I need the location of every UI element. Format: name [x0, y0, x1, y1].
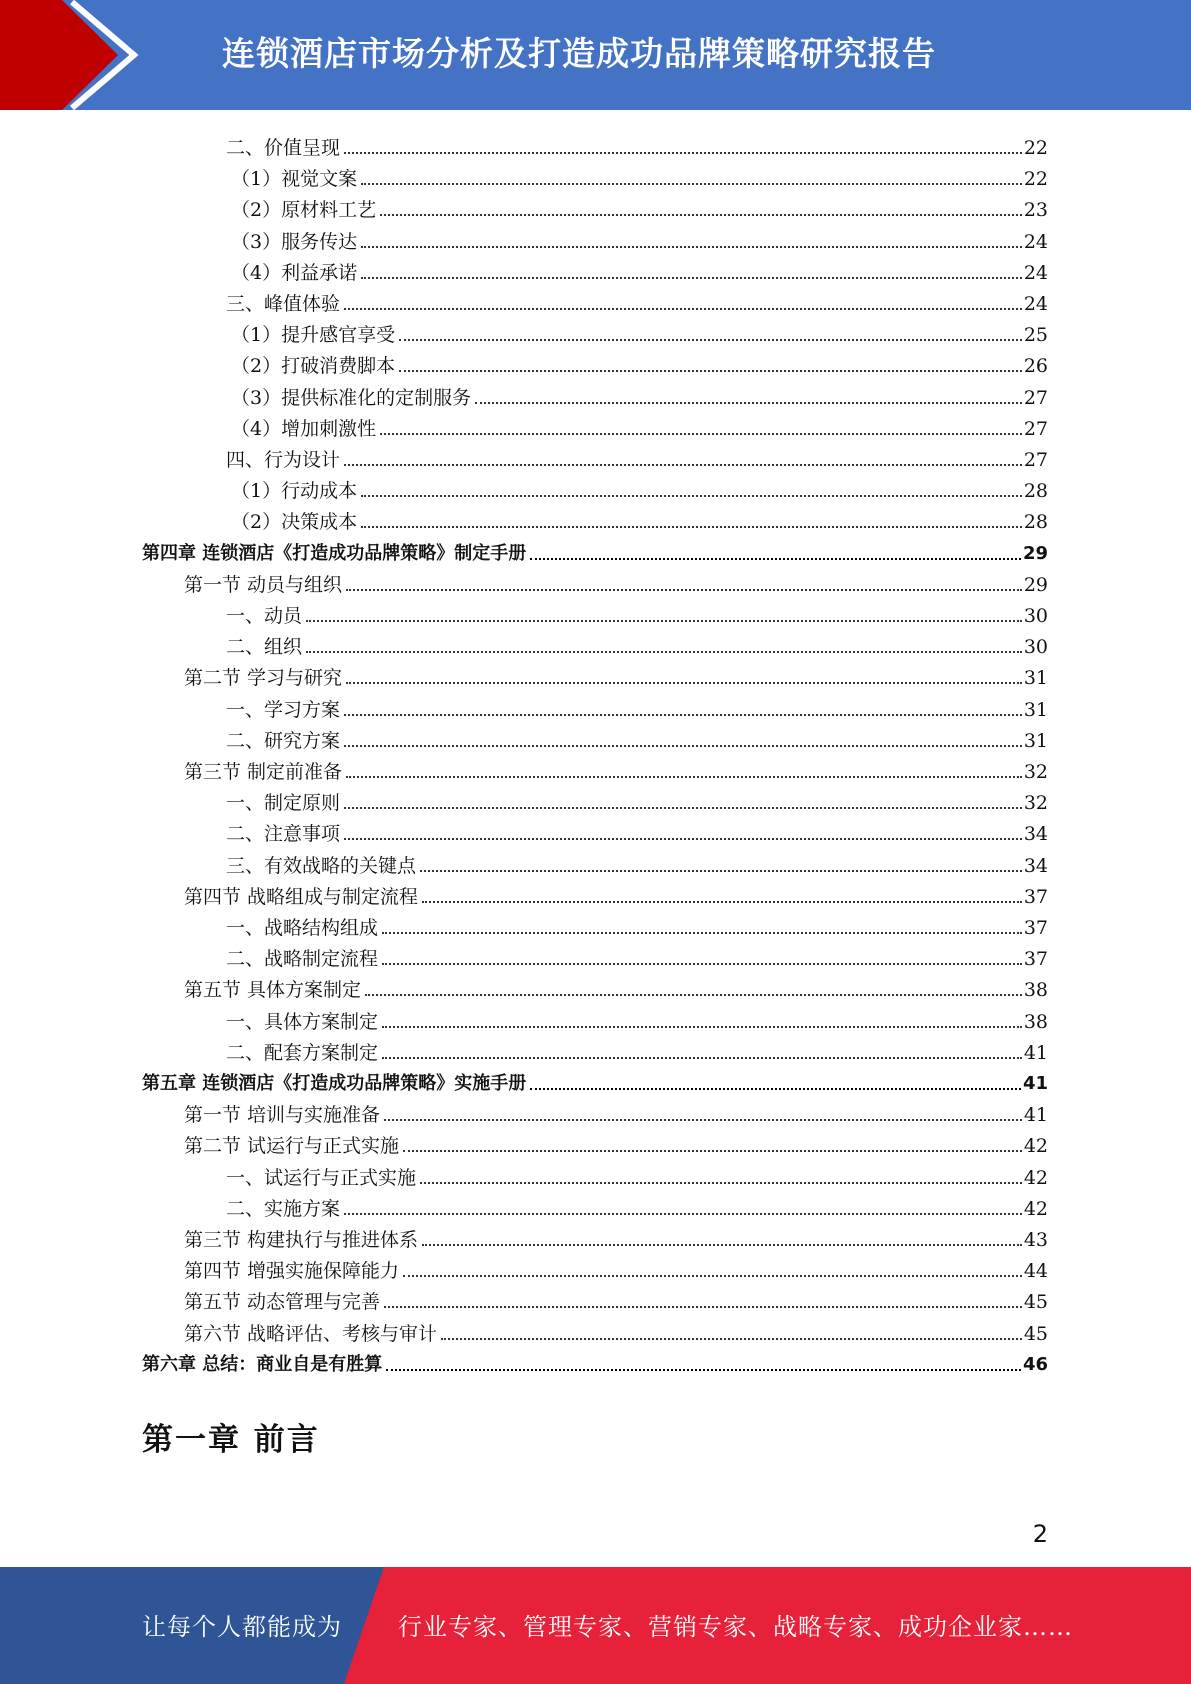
toc-leader-dots [306, 651, 1022, 653]
toc-entry-section[interactable] [184, 1283, 1048, 1314]
toc-leader-dots [382, 932, 1022, 934]
toc-entry-title: 第四节 增强实施保障能力 [184, 1260, 400, 1283]
toc-entry-title: 第四节 战略组成与制定流程 [184, 885, 419, 908]
toc-entry-sub[interactable] [226, 909, 1048, 940]
toc-entry-section[interactable] [184, 1315, 1048, 1346]
toc-entry-section[interactable] [184, 1221, 1048, 1252]
toc-entry-title: （1）行动成本 [231, 480, 358, 503]
toc-entry-title: 二、价值呈现 [226, 137, 341, 159]
toc-entry-chapter[interactable] [142, 535, 1048, 566]
toc-entry-sub[interactable] [226, 628, 1048, 659]
toc-leader-dots [386, 1369, 1021, 1371]
toc-leader-dots [344, 152, 1022, 154]
toc-entry-sub[interactable] [226, 129, 1048, 160]
toc-entry-page: 27 [1023, 449, 1048, 471]
toc-entry-page: 28 [1023, 480, 1048, 503]
toc-entry-page: 32 [1023, 792, 1048, 815]
toc-entry-section[interactable] [184, 971, 1048, 1002]
toc-leader-dots [344, 745, 1022, 747]
toc-entry-item[interactable] [231, 379, 1048, 410]
toc-entry-page: 24 [1023, 293, 1048, 315]
toc-entry-title: 二、配套方案制定 [226, 1041, 379, 1064]
toc-entry-title: 第二节 试运行与正式实施 [184, 1135, 400, 1158]
toc-entry-page: 43 [1023, 1229, 1048, 1251]
toc-entry-title: （1）提升感官享受 [231, 324, 396, 347]
toc-entry-page: 41 [1022, 1073, 1048, 1094]
toc-leader-dots [403, 1275, 1022, 1277]
toc-entry-title: 二、组织 [226, 636, 303, 659]
toc-entry-sub[interactable] [226, 1034, 1048, 1065]
toc-entry-title: 第四章 连锁酒店《打造成功品牌策略》制定手册 [142, 542, 527, 564]
toc-leader-dots [403, 1150, 1022, 1152]
toc-leader-dots [382, 963, 1022, 965]
toc-entry-section[interactable] [184, 1096, 1048, 1127]
footer-slogan: 让每个人都能成为 [142, 1613, 342, 1641]
toc-entry-sub[interactable] [226, 1003, 1048, 1034]
toc-entry-title: （1）视觉文案 [231, 168, 358, 191]
toc-entry-sub[interactable] [226, 722, 1048, 753]
toc-entry-item[interactable] [231, 223, 1048, 254]
toc-entry-page: 28 [1023, 511, 1048, 534]
toc-leader-dots [344, 464, 1022, 466]
toc-entry-title: 一、具体方案制定 [226, 1010, 379, 1033]
toc-entry-title: （3）服务传达 [231, 230, 358, 253]
toc-entry-page: 31 [1023, 667, 1048, 690]
header-banner [0, 0, 1191, 110]
report-title: 连锁酒店市场分析及打造成功品牌策略研究报告 [222, 34, 936, 73]
toc-entry-sub[interactable] [226, 784, 1048, 815]
toc-leader-dots [344, 1213, 1022, 1215]
toc-entry-title: 二、战略制定流程 [226, 948, 379, 971]
toc-entry-sub[interactable] [226, 1190, 1048, 1221]
toc-entry-page: 22 [1023, 137, 1048, 159]
toc-entry-title: 一、制定原则 [226, 792, 341, 815]
toc-entry-title: （2）原材料工艺 [231, 199, 377, 222]
toc-entry-title: 一、学习方案 [226, 698, 341, 721]
toc-leader-dots [530, 1088, 1021, 1090]
toc-leader-dots [346, 589, 1022, 591]
toc-entry-item[interactable] [231, 347, 1048, 378]
toc-entry-title: 第一节 动员与组织 [184, 573, 343, 596]
toc-entry-page: 34 [1023, 823, 1048, 846]
toc-entry-sub[interactable] [226, 441, 1048, 472]
toc-entry-page: 45 [1023, 1291, 1048, 1314]
toc-entry-page: 46 [1022, 1353, 1048, 1375]
toc-entry-title: 二、研究方案 [226, 729, 341, 752]
toc-leader-dots [361, 183, 1022, 185]
toc-entry-page: 22 [1023, 168, 1048, 191]
toc-entry-page: 42 [1023, 1166, 1048, 1189]
toc-entry-title: （2）打破消费脚本 [231, 355, 396, 378]
toc-entry-page: 31 [1023, 729, 1048, 752]
toc-leader-dots [420, 1182, 1022, 1184]
toc-entry-title: 第五节 具体方案制定 [184, 979, 362, 1002]
toc-entry-item[interactable] [231, 191, 1048, 222]
toc-leader-dots [422, 1244, 1022, 1246]
toc-entry-page: 24 [1023, 230, 1048, 253]
toc-leader-dots [399, 370, 1022, 372]
toc-entry-page: 42 [1023, 1135, 1048, 1158]
toc-entry-page: 24 [1023, 261, 1048, 284]
toc-entry-sub[interactable] [226, 691, 1048, 722]
toc-entry-title: 一、试运行与正式实施 [226, 1166, 417, 1189]
toc-entry-sub[interactable] [226, 940, 1048, 971]
toc-entry-sub[interactable] [226, 815, 1048, 846]
toc-entry-title: 第二节 学习与研究 [184, 667, 343, 690]
toc-entry-sub[interactable] [226, 285, 1048, 316]
toc-entry-sub[interactable] [226, 847, 1048, 878]
toc-entry-section[interactable] [184, 753, 1048, 784]
toc-entry-page: 41 [1023, 1104, 1048, 1127]
toc-entry-title: 二、注意事项 [226, 823, 341, 846]
toc-leader-dots [420, 870, 1022, 872]
toc-entry-chapter[interactable] [142, 1065, 1048, 1096]
toc-entry-page: 27 [1023, 386, 1048, 409]
toc-leader-dots [346, 776, 1022, 778]
toc-leader-dots [380, 433, 1022, 435]
toc-entry-title: 第三节 制定前准备 [184, 761, 343, 783]
toc-leader-dots [530, 558, 1021, 560]
toc-entry-page: 38 [1023, 979, 1048, 1002]
toc-entry-section[interactable] [184, 1252, 1048, 1283]
toc-leader-dots [361, 277, 1022, 279]
toc-leader-dots [365, 994, 1022, 996]
toc-leader-dots [399, 339, 1022, 341]
toc-entry-section[interactable] [184, 1127, 1048, 1158]
toc-entry-title: 第五节 动态管理与完善 [184, 1291, 381, 1314]
toc-leader-dots [346, 682, 1022, 684]
toc-leader-dots [361, 526, 1022, 528]
toc-entry-title: 第六章 总结：商业自是有胜算 [142, 1353, 383, 1375]
toc-entry-page: 23 [1023, 199, 1048, 222]
toc-entry-title: 三、峰值体验 [226, 293, 341, 315]
toc-entry-page: 42 [1023, 1197, 1048, 1220]
footer-roles: 行业专家、管理专家、营销专家、战略专家、成功企业家…… [398, 1613, 1073, 1641]
toc-entry-page: 26 [1023, 355, 1048, 378]
toc-leader-dots [384, 1306, 1022, 1308]
toc-entry-page: 37 [1023, 948, 1048, 971]
toc-entry-title: 第一节 培训与实施准备 [184, 1104, 381, 1127]
toc-leader-dots [382, 1026, 1022, 1028]
toc-entry-page: 30 [1023, 636, 1048, 659]
toc-entry-item[interactable] [231, 160, 1048, 191]
toc-entry-page: 29 [1023, 573, 1048, 596]
toc-leader-dots [380, 214, 1022, 216]
toc-entry-page: 34 [1023, 854, 1048, 877]
toc-entry-title: （3）提供标准化的定制服务 [231, 386, 472, 409]
chapter-heading: 第一章 前言 [142, 1422, 320, 1458]
toc-leader-dots [344, 807, 1022, 809]
toc-leader-dots [384, 1119, 1022, 1121]
toc-entry-page: 45 [1023, 1322, 1048, 1345]
toc-entry-page: 38 [1023, 1010, 1048, 1033]
toc-entry-page: 41 [1023, 1041, 1048, 1064]
header-arrow-decoration [0, 0, 160, 110]
toc-entry-title: 第三节 构建执行与推进体系 [184, 1229, 419, 1251]
toc-entry-title: 第六节 战略评估、考核与审计 [184, 1322, 438, 1345]
toc-entry-title: 二、实施方案 [226, 1197, 341, 1220]
toc-entry-item[interactable] [231, 316, 1048, 347]
toc-entry-chapter[interactable] [142, 1346, 1048, 1377]
toc-entry-sub[interactable] [226, 1159, 1048, 1190]
toc-leader-dots [382, 1057, 1022, 1059]
toc-leader-dots [306, 620, 1022, 622]
toc-leader-dots [344, 714, 1022, 716]
toc-entry-page: 37 [1023, 917, 1048, 939]
toc-entry-page: 37 [1023, 885, 1048, 908]
toc-entry-page: 27 [1023, 417, 1048, 440]
toc-entry-title: （4）增加刺激性 [231, 417, 377, 440]
toc-entry-page: 29 [1022, 542, 1048, 564]
toc-leader-dots [344, 838, 1022, 840]
toc-entry-title: 三、有效战略的关键点 [226, 854, 417, 877]
toc-leader-dots [475, 402, 1022, 404]
toc-entry-title: （2）决策成本 [231, 511, 358, 534]
toc-leader-dots [441, 1338, 1022, 1340]
toc-leader-dots [344, 308, 1022, 310]
toc-entry-title: 四、行为设计 [226, 449, 341, 471]
toc-entry-page: 30 [1023, 605, 1048, 627]
toc-entry-section[interactable] [184, 878, 1048, 909]
toc-entry-page: 25 [1023, 324, 1048, 347]
toc-entry-item[interactable] [231, 503, 1048, 534]
footer-banner [0, 1567, 1191, 1684]
toc-entry-section[interactable] [184, 566, 1048, 597]
page-number: 2 [1032, 1520, 1048, 1548]
toc-entry-page: 44 [1023, 1260, 1048, 1283]
toc-entry-item[interactable] [231, 472, 1048, 503]
toc-leader-dots [361, 495, 1022, 497]
toc-entry-page: 32 [1023, 761, 1048, 783]
toc-entry-title: 第五章 连锁酒店《打造成功品牌策略》实施手册 [142, 1073, 527, 1094]
toc-entry-section[interactable] [184, 659, 1048, 690]
toc-entry-item[interactable] [231, 254, 1048, 285]
toc-entry-item[interactable] [231, 410, 1048, 441]
toc-leader-dots [361, 246, 1022, 248]
toc-entry-title: 一、动员 [226, 605, 303, 627]
toc-entry-title: （4）利益承诺 [231, 261, 358, 284]
toc-entry-sub[interactable] [226, 597, 1048, 628]
toc-entry-page: 31 [1023, 698, 1048, 721]
toc-leader-dots [422, 901, 1022, 903]
toc-entry-title: 一、战略结构组成 [226, 917, 379, 939]
